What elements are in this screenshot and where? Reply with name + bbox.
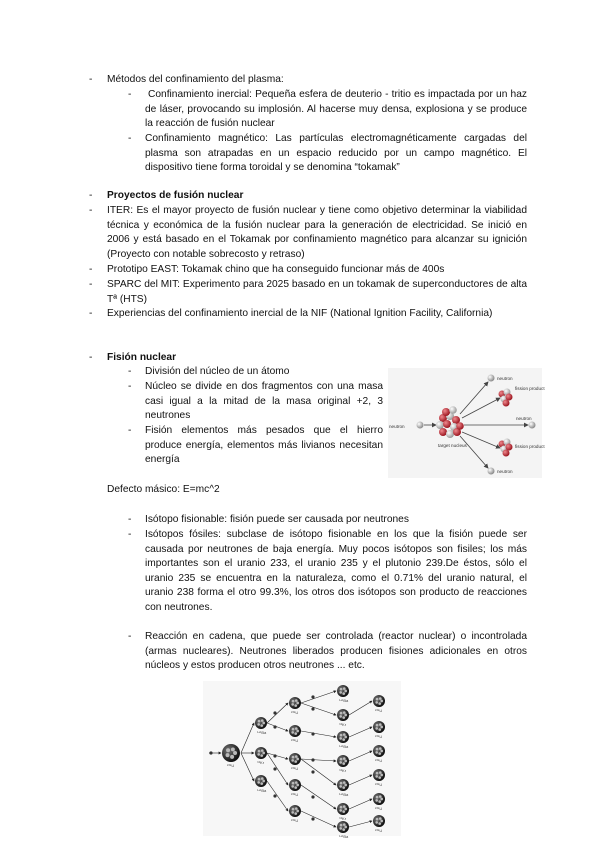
- nucleus-label: ²³⁵U: [291, 710, 299, 715]
- nucleus-label: ¹⁴¹Ba: [339, 698, 349, 703]
- neutron-path: [349, 775, 372, 785]
- fission-fragment-icon: [255, 775, 267, 787]
- nucleus-label: ²³⁵U: [291, 792, 299, 797]
- bullet-dash: -: [128, 133, 132, 144]
- bullet-dash: -: [128, 366, 132, 377]
- bullet-dash: -: [89, 190, 93, 201]
- fission-fragment-icon: [337, 685, 349, 697]
- neutron-path: [301, 811, 336, 827]
- confinement-heading: Métodos del confinamiento del plasma:: [107, 74, 284, 85]
- neutron-path: [301, 691, 336, 703]
- uranium-nucleus-icon: [373, 695, 385, 707]
- neutron-icon: [273, 767, 276, 770]
- neutron-right-icon: [529, 422, 536, 429]
- iter-text: ITER: Es el mayor proyecto de fusión nuclear y tiene como objetivo determinar la viabilidad técnica y económica de la fusión nuclear para la generación de electricidad. Se inició en 2006 y está basado en el Tokamak por confinamiento magnético para alcanzar su ignición (Proyecto con notable sobrecosto y retraso): [107, 205, 527, 260]
- neutron-path: [301, 703, 336, 715]
- fission-fragment-icon: [337, 821, 349, 833]
- nucleus-label: ⁹²Kr: [339, 768, 347, 773]
- neutron-path: [267, 703, 288, 723]
- fission-item-text: Fisión elementos más pesados que el hierro produce energía, elementos más livianos necesitan energía: [145, 425, 383, 466]
- neutron-in-icon: [417, 422, 424, 429]
- bullet-dash: -: [128, 381, 132, 392]
- fission-diagram-svg: [388, 368, 545, 478]
- uranium-nucleus-icon: [373, 793, 385, 805]
- label-target: target nucleus: [438, 443, 467, 448]
- fission-product-bottom-icon: [499, 439, 513, 457]
- neutron-icon: [273, 711, 276, 714]
- nif-text: Experiencias del confinamiento inercial de la NIF (National Ignition Facility, California): [107, 308, 493, 319]
- uranium-nucleus-icon: [289, 779, 301, 791]
- nucleus-label: ²³⁵U: [375, 828, 383, 833]
- neutron-icon: [311, 770, 314, 773]
- label-fission-product-top: fission product: [515, 386, 545, 391]
- label-fission-product-bottom: fission product: [515, 444, 545, 449]
- fission-fragment-icon: [337, 779, 349, 791]
- neutron-path: [241, 723, 254, 753]
- uranium-nucleus-icon: [289, 725, 301, 737]
- bullet-dash: -: [128, 425, 132, 436]
- bullet-dash: -: [89, 205, 93, 216]
- nucleus-label: ⁹²Kr: [339, 722, 347, 727]
- fission-fragment-icon: [255, 717, 267, 729]
- fission-item-text: Núcleo se divide en dos fragmentos con una masa casi igual a la mitad de la masa original +2, 3 neutrones: [145, 381, 383, 422]
- nucleus-label: ²³⁵U: [291, 818, 299, 823]
- nucleus-label: ²³⁵U: [291, 766, 299, 771]
- neutron-icon: [273, 725, 276, 728]
- neutron-icon: [311, 732, 314, 735]
- fissionable-text: Isótopo fisionable: fisión puede ser causada por neutrones: [145, 514, 409, 525]
- fission-fragment-icon: [337, 803, 349, 815]
- uranium-nucleus-icon: [373, 745, 385, 757]
- bullet-dash: -: [89, 279, 93, 290]
- nucleus-label: ²³⁵U: [375, 806, 383, 811]
- neutron-icon: [311, 707, 314, 710]
- nucleus-label: ¹⁴¹Ba: [257, 788, 267, 793]
- uranium-nucleus-icon: [289, 697, 301, 709]
- neutron-path: [267, 781, 288, 811]
- chain-reaction-diagram: [203, 681, 401, 839]
- fission-fragment-icon: [255, 747, 267, 759]
- neutron-path: [301, 731, 336, 737]
- neutron-path: [241, 753, 254, 781]
- neutron-icon: [311, 817, 314, 820]
- uranium-nucleus-icon: [222, 744, 240, 762]
- neutron-icon: [311, 695, 314, 698]
- nucleus-label: ²³⁵U: [375, 734, 383, 739]
- neutron-path: [301, 759, 336, 761]
- neutron-path: [349, 751, 372, 761]
- bullet-dash: -: [128, 89, 132, 100]
- bullet-dash: -: [128, 529, 132, 540]
- neutron-icon: [311, 758, 314, 761]
- mass-defect-text: Defecto másico: E=mc^2: [107, 484, 220, 495]
- nucleus-label: ¹⁴¹Ba: [339, 792, 349, 797]
- uranium-nucleus-icon: [289, 753, 301, 765]
- neutron-path: [349, 701, 372, 715]
- label-neutron-bottom: neutron: [497, 469, 513, 474]
- nucleus-label: ²³⁵U: [375, 758, 383, 763]
- fission-diagram: [388, 368, 545, 478]
- fission-item-text: División del núcleo de un átomo: [145, 366, 290, 377]
- fission-product-top-icon: [499, 389, 513, 407]
- neutron-path: [349, 727, 372, 737]
- label-neutron-right: neutron: [516, 416, 532, 421]
- nucleus-label: ¹⁴¹Ba: [339, 744, 349, 749]
- nucleus-label: ²³⁵U: [227, 763, 235, 768]
- fission-fragment-icon: [337, 709, 349, 721]
- bullet-dash: -: [128, 514, 132, 525]
- chain-reaction-text: Reacción en cadena, que puede ser controlada (reactor nuclear) o incontrolada (armas nucleares). Neutrones liberados producen fisiones adicionales en otros núcleos y estos producen otros neutrones ... etc.: [145, 631, 527, 672]
- nucleus-label: ¹⁴¹Ba: [257, 730, 267, 735]
- east-text: Prototipo EAST: Tokamak chino que ha conseguido funcionar más de 400s: [107, 264, 445, 275]
- nucleus-label: ²³⁵U: [375, 708, 383, 713]
- fission-heading: Fisión nuclear: [107, 352, 177, 363]
- nucleus-label: ²³⁵U: [375, 782, 383, 787]
- sparc-text: SPARC del MIT: Experimento para 2025 basado en un tokamak de superconductores de alta Tª (HTS): [107, 279, 527, 305]
- nucleus-label: ⁹²Kr: [257, 760, 265, 765]
- neutron-path: [349, 799, 372, 809]
- neutron-icon: [311, 795, 314, 798]
- nucleus-label: ⁹²Kr: [339, 816, 347, 821]
- neutron-path: [349, 821, 372, 827]
- nucleus-label: ²³⁵U: [291, 738, 299, 743]
- label-neutron-top: neutron: [497, 376, 513, 381]
- uranium-nucleus-icon: [373, 769, 385, 781]
- uranium-nucleus-icon: [289, 805, 301, 817]
- neutron-path: [267, 723, 288, 731]
- neutron-icon: [273, 794, 276, 797]
- fissile-text: Isótopos fósiles: subclase de isótopo fisionable en los que la fisión puede ser causada por neutrones de baja energía. Muy pocos isótopos son fisiles; los más importantes son el uranio 233, el uranio 235 y el plutonio 239.De éstos, sólo el uranio 235 se encuentra en la naturaleza, como el 0.71% del uranio natural, el uranio 238 forma el otro 99.3%, los otros dos isótopos son producto de reacciones con neutrones.: [145, 529, 527, 613]
- nucleus-label: ¹⁴¹Ba: [339, 834, 349, 839]
- bullet-dash: -: [89, 264, 93, 275]
- magnetic-confinement-text: Confinamiento magnético: Las partículas electromagnéticamente cargadas del plasma son atrapadas en un espacio reducido por un campo magnético. El dispositivo tiene forma toroidal y se denomina “tokamak”: [145, 133, 527, 174]
- uranium-nucleus-icon: [373, 815, 385, 827]
- fusion-projects-heading: Proyectos de fusión nuclear: [107, 190, 244, 201]
- neutron-path: [301, 785, 336, 809]
- neutron-bottom-icon: [488, 468, 495, 475]
- bullet-dash: -: [89, 74, 93, 85]
- inertial-confinement-text: Confinamiento inercial: Pequeña esfera de deuterio - tritio es impactada por un haz de láser, provocando su implosión. Al hacerse muy densa, explosiona y se produce la reacción de fusión nuclear: [145, 89, 527, 130]
- uranium-nucleus-icon: [373, 721, 385, 733]
- fission-fragment-icon: [337, 755, 349, 767]
- neutron-icon: [273, 754, 276, 757]
- label-neutron-in: neutron: [389, 424, 405, 429]
- bullet-dash: -: [89, 308, 93, 319]
- fission-fragment-icon: [337, 731, 349, 743]
- neutron-top-icon: [488, 375, 495, 382]
- chain-reaction-svg: [203, 681, 401, 839]
- neutron-icon: [209, 751, 212, 754]
- neutron-path: [301, 759, 336, 785]
- bullet-dash: -: [128, 631, 132, 642]
- bullet-dash: -: [89, 352, 93, 363]
- target-nucleus-icon: [436, 406, 464, 438]
